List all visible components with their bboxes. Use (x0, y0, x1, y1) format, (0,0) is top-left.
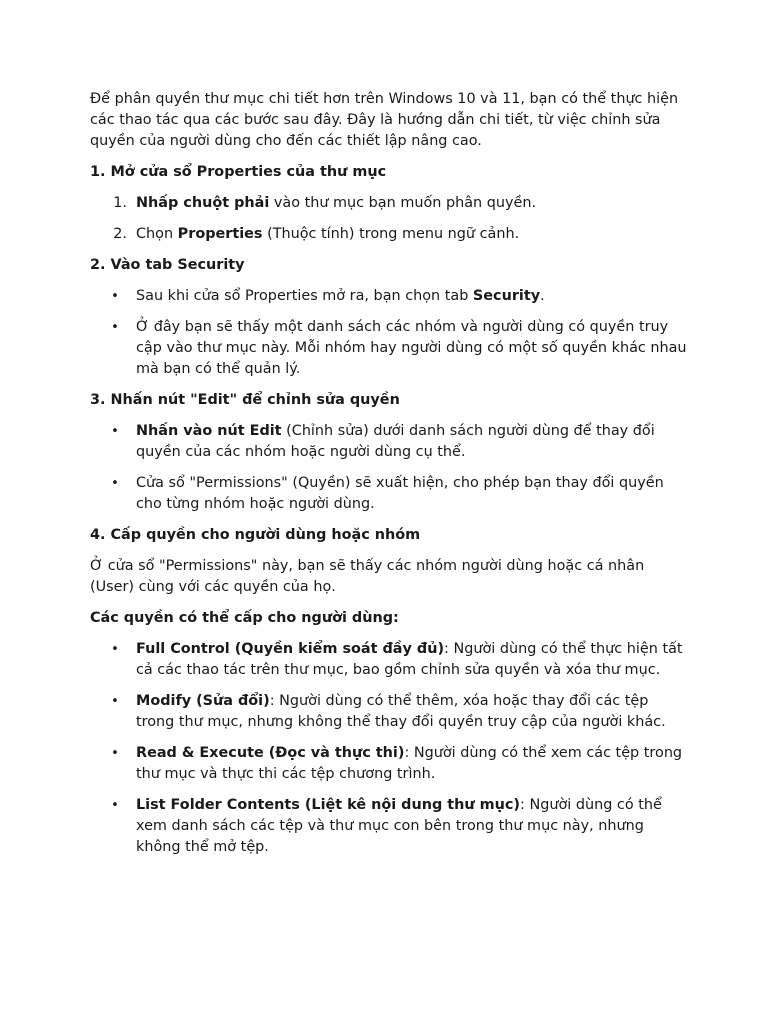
section-1-steps (90, 193, 688, 245)
list-item (90, 691, 688, 733)
list-item (90, 743, 688, 785)
item-text: : Người dùng có thể thêm, xóa hoặc thay đổi các tệp trong thư mục, nhưng không thể thay đổi quyền truy cập của người khác. (136, 693, 666, 730)
item-bold-text: Properties (177, 226, 263, 242)
list-item (90, 193, 688, 214)
section-4-heading: 4. Cấp quyền cho người dùng hoặc nhóm (90, 527, 421, 543)
item-bold-text: Nhấp chuột phải (136, 195, 270, 211)
item-text: Sau khi cửa sổ Properties mở ra, bạn chọn tab (136, 288, 473, 304)
section-2-heading: 2. Vào tab Security (90, 257, 245, 273)
list-item (90, 639, 688, 681)
list-item (90, 421, 688, 463)
bullet-icon: • (111, 642, 119, 657)
item-text: vào thư mục bạn muốn phân quyền. (269, 195, 537, 211)
item-bold-text: Read & Execute (Đọc và thực thi) (136, 745, 405, 761)
list-item (90, 224, 688, 245)
item-bold-text: List Folder Contents (Liệt kê nội dung thư mục) (136, 797, 521, 813)
item-bold-text: Security (472, 288, 541, 304)
section-4-paragraph: Ở cửa sổ "Permissions" này, bạn sẽ thấy các nhóm người dùng hoặc cá nhân (User) cùng với các quyền của họ. (90, 558, 645, 595)
bullet-icon: • (111, 694, 119, 709)
bullet-icon: • (111, 476, 119, 491)
item-text: : Người dùng có thể thực hiện tất cả các thao tác trên thư mục, bao gồm chỉnh sửa quyền và xóa thư mục. (136, 641, 683, 678)
item-bold-text: Full Control (Quyền kiểm soát đầy đủ) (136, 641, 445, 657)
item-text: : Người dùng có thể xem các tệp trong thư mục và thực thi các tệp chương trình. (136, 745, 683, 782)
intro-paragraph: Để phân quyền thư mục chi tiết hơn trên Windows 10 và 11, bạn có thể thực hiện các thao tác qua các bước sau đây. Đây là hướng dẫn chi tiết, từ việc chỉnh sửa quyền của người dùng cho đến các thiết lập nâng cao. (90, 91, 679, 149)
list-item (90, 286, 688, 307)
bullet-icon: • (111, 289, 119, 304)
item-text: Chọn (136, 226, 178, 242)
item-text: (Thuộc tính) trong menu ngữ cảnh. (262, 226, 520, 242)
list-item (90, 795, 688, 858)
item-bold-text: Modify (Sửa đổi) (136, 693, 270, 709)
permissions-heading: Các quyền có thể cấp cho người dùng: (90, 610, 399, 626)
section-3-list (90, 421, 688, 515)
item-bold-text: Nhấn vào nút Edit (136, 423, 282, 439)
permissions-list (90, 639, 688, 858)
list-item (90, 317, 688, 380)
section-3-heading: 3. Nhấn nút "Edit" để chỉnh sửa quyền (90, 392, 400, 408)
item-text: Cửa sổ "Permissions" (Quyền) sẽ xuất hiện, cho phép bạn thay đổi quyền cho từng nhóm hoặc người dùng. (136, 475, 664, 512)
item-text: (Chỉnh sửa) dưới danh sách người dùng để thay đổi quyền của các nhóm hoặc người dùng cụ thể. (136, 423, 655, 460)
item-text: Ở đây bạn sẽ thấy một danh sách các nhóm và người dùng có quyền truy cập vào thư mục này. Mỗi nhóm hay người dùng có một số quyền khác nhau mà bạn có thể quản lý. (136, 319, 687, 377)
list-number: 1. (113, 195, 127, 211)
bullet-icon: • (111, 424, 119, 439)
item-text: . (540, 288, 545, 304)
list-item (90, 473, 688, 515)
item-text: : Người dùng có thể xem danh sách các tệp và thư mục con bên trong thư mục này, nhưng không thể mở tệp. (136, 797, 662, 855)
list-number: 2. (113, 226, 127, 242)
section-2-list (90, 286, 688, 380)
bullet-icon: • (111, 320, 119, 335)
bullet-icon: • (111, 798, 119, 813)
bullet-icon: • (111, 746, 119, 761)
section-1-heading: 1. Mở cửa sổ Properties của thư mục (90, 164, 387, 180)
